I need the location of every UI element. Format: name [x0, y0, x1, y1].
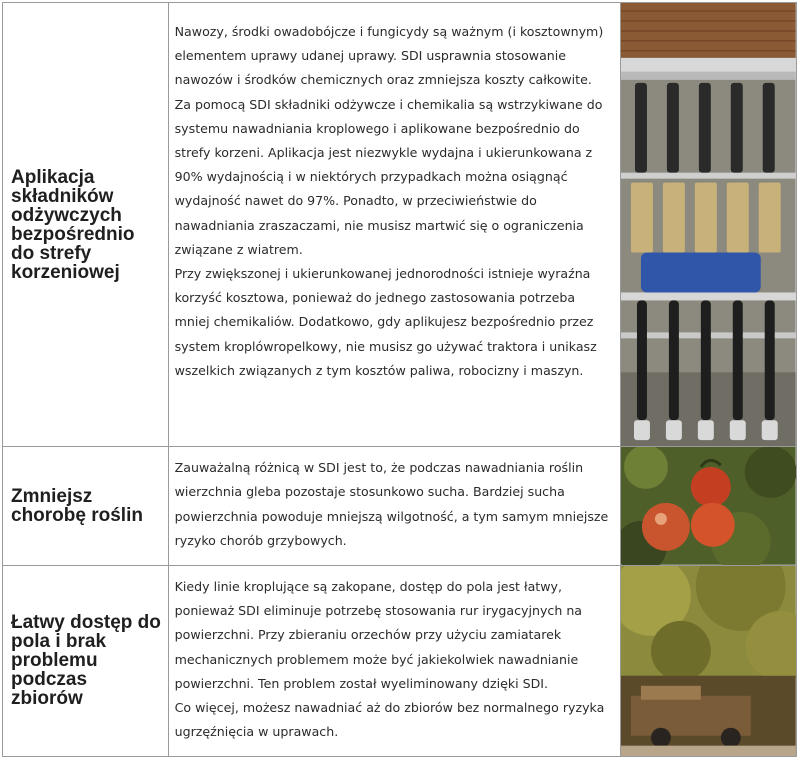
table-row-harvest [3, 565, 797, 756]
paragraph: Zauważalną różnicą w SDI jest to, że podczas nawadniania roślin wierzchnia gleba pozostaje stosunkowo sucha. Bardziej sucha powierzchnia powoduje mniejszą wilgotność, a tym samym mniejsze ryzyko chorób grzybowych. [174, 460, 609, 548]
benefits-table [2, 2, 797, 757]
tomato-plant-photo [621, 447, 797, 566]
row-heading: Łatwy dostęp do pola i brak problemu podczas zbiorów [3, 565, 169, 756]
row-heading: Zmniejsz chorobę roślin [3, 447, 169, 566]
paragraph: Za pomocą SDI składniki odżywcze i chemikalia są wstrzykiwane do systemu nawadniania kroplowego i aplikowane bezpośrednio do strefy korzeni. Aplikacja jest niezwykle wydajna i ukierunkowana z 90% wydajnością i w niektórych przypadkach można osiągnąć wydajność nawet do 97%. Ponadto, w przeciwieństwie do nawadniania zraszaczami, nie musisz martwić się o ograniczenia związane z wiatrem. [174, 96, 603, 257]
paragraph: Przy zwiększonej i ukierunkowanej jednorodności istnieje wyraźna korzyść kosztowa, ponieważ do jednego zastosowania potrzeba mniej chemikaliów. Dodatkowo, gdy aplikujesz bezpośrednio przez system kroplówropelkowy, nie musisz go używać traktora i unikasz wszelkich związanych z tym kosztów paliwa, robocizny i maszyn. [174, 266, 597, 378]
row-heading: Aplikacja składników odżywczych bezpośrednio do strefy korzeniowej [3, 3, 169, 447]
table-row-nutrients [3, 3, 797, 447]
row-description [168, 447, 621, 566]
fertigation-injector-photo [621, 3, 797, 447]
orchard-harvester-photo [621, 565, 797, 756]
table-row-disease [3, 447, 797, 566]
row-description [168, 3, 621, 447]
row-description [168, 565, 621, 756]
paragraph: Kiedy linie kroplujące są zakopane, dostęp do pola jest łatwy, ponieważ SDI eliminuje potrzebę stosowania rur irygacyjnych na powierzchni. Przy zbieraniu orzechów przy użyciu zamiatarek mechanicznych problemem może być jakiekolwiek nawadnianie powierzchni. Ten problem został wyeliminowany dzięki SDI. [174, 578, 583, 691]
paragraph: Co więcej, możesz nawadniać aż do zbiorów bez normalnego ryzyka ugrzęźnięcia w uprawach. [174, 699, 605, 740]
paragraph: Nawozy, środki owadobójcze i fungicydy są ważnym (i kosztownym) elementem uprawy udanej uprawy. SDI usprawnia stosowanie nawozów i środków chemicznych oraz zmniejsza koszty całkowite. [174, 24, 604, 88]
